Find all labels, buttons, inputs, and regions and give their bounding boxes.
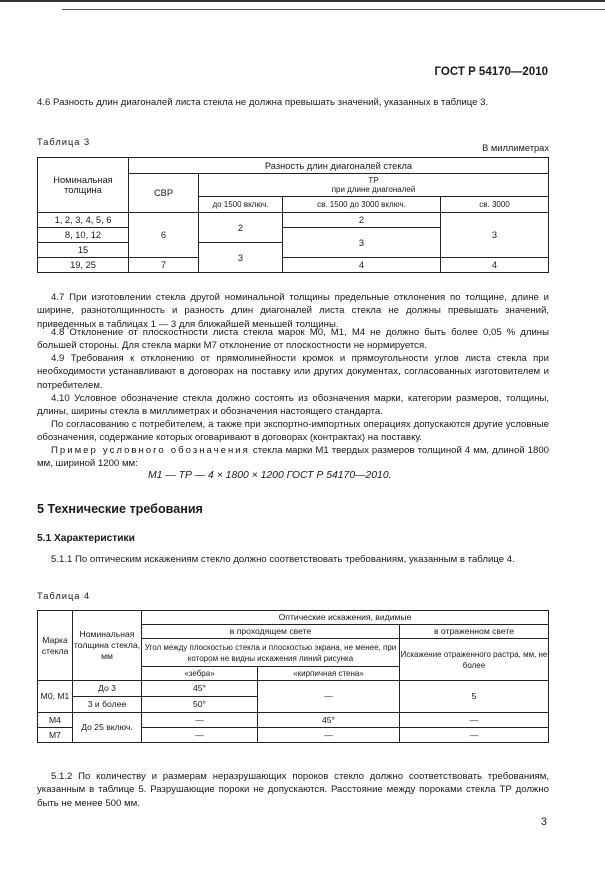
- paragraph-4-9: 4.9 Требования к отклонению от прямолинейности кромок и прямоугольности углов листа стекла при необходимости устанавливают в договорах на поставку или других документах, согласованных изготовителем и потребителем.: [37, 353, 549, 391]
- t3-header-svr: СВР: [129, 174, 199, 213]
- example-paragraph: [37, 444, 549, 471]
- t3-c3-a: 3: [441, 213, 549, 258]
- t3-tp-label: ТР: [368, 176, 379, 185]
- paragraph-5-1-1: 5.1.1 По оптическим искажениям стекло должно соответствовать требованиям, указанным в таблице 4.: [51, 554, 515, 565]
- t3-row3-thickness: 15: [38, 243, 129, 258]
- t3-c2-a: 2: [283, 213, 441, 228]
- t4-header-refl: в отраженном свете: [400, 625, 549, 639]
- t4-header-angle: Угол между плоскостью стекла и плоскостью экрана, не менее, при котором не видны искажения линий рисунка: [142, 639, 400, 667]
- t3-c1-b: 3: [199, 243, 283, 273]
- t4-r1-thickness: До 3: [73, 681, 142, 697]
- t3-row4-thickness: 19, 25: [38, 258, 129, 273]
- paragraph-4-10: 4.10 Условное обозначение стекла должно состоять из обозначения марки, категории размеров, толщины, длины, ширины стекла в миллиметрах и обозначения настоящего стандарта.: [37, 393, 549, 418]
- paragraph-4-7: 4.7 При изготовлении стекла другой номинальной толщины предельные отклонения по толщине, длине и ширине, разнотолщинность и разность длин диагоналей листа стекла не должны превышать значений, приведенных в таблицах 1 — 3 для ближайшей меньшей толщины.: [37, 292, 549, 330]
- t3-header-diff: Разность длин диагоналей стекла: [129, 158, 549, 174]
- t3-svr-a: 6: [129, 213, 199, 258]
- t3-c2-c: 4: [283, 258, 441, 273]
- t3-svr-b: 7: [129, 258, 199, 273]
- t4-header-pass: в проходящем свете: [142, 625, 400, 639]
- page-number: 3: [540, 816, 547, 828]
- table-4: [37, 610, 549, 743]
- t4-r12-refl: 5: [400, 681, 549, 713]
- t3-c2-b: 3: [283, 228, 441, 258]
- t4-r3-zebra: —: [142, 713, 258, 728]
- t4-r1-zebra: 45°: [142, 681, 258, 697]
- t3-row1-thickness: 1, 2, 3, 4, 5, 6: [38, 213, 129, 228]
- t4-r1-mark: М0, М1: [38, 681, 73, 713]
- t4-header-refl-desc: Искажение отраженного растра, мм, не более: [400, 639, 549, 681]
- t3-header-tp: [199, 174, 549, 197]
- t4-r3-mark: М4: [38, 713, 73, 728]
- t4-r4-mark: М7: [38, 728, 73, 743]
- example-lead: Пример условного обозначения: [51, 445, 250, 456]
- t3-header-c2: св. 1500 до 3000 включ.: [283, 197, 441, 213]
- t4-header-zebra: «зебра»: [142, 667, 258, 681]
- section-5-heading: 5 Технические требования: [37, 502, 203, 516]
- t3-header-c3: св. 3000: [441, 197, 549, 213]
- t4-r3-refl: —: [400, 713, 549, 728]
- t3-header-thickness: Номинальная толщина: [38, 158, 129, 213]
- paragraph-4-10-b: По согласованию с потребителем, а также при экспортно-импортных операциях допускаются другие условные обозначения, содержание которых оговаривают в договорах (контрактах) на поставку.: [37, 419, 549, 444]
- t4-r4-zebra: —: [142, 728, 258, 743]
- table3-caption: Таблица 3: [37, 137, 91, 147]
- t3-row2-thickness: 8, 10, 12: [38, 228, 129, 243]
- table-3: [37, 157, 549, 273]
- t4-r2-zebra: 50°: [142, 697, 258, 713]
- paragraph-4-8: 4.8 Отклонение от плоскостности листа стекла марок М0, М1, М4 не должно быть более 0,05 % длины большей стороны. Для стекла марки М7 отклонение от плоскостности не нормируется.: [37, 327, 549, 352]
- t4-r12-brick: —: [258, 681, 400, 713]
- t4-r3-brick: 45°: [258, 713, 400, 728]
- standard-code: ГОСТ Р 54170—2010: [434, 66, 548, 78]
- t4-r34-thickness: До 25 включ.: [73, 713, 142, 743]
- top-border: [0, 0, 605, 2]
- t4-r4-brick: —: [258, 728, 400, 743]
- header-rule: [62, 9, 605, 10]
- table3-units: В миллиметрах: [482, 143, 549, 153]
- t3-header-c1: до 1500 включ.: [199, 197, 283, 213]
- t3-c1-a: 2: [199, 213, 283, 243]
- t4-header-thickness: Номинальная толщина стекла, мм: [73, 611, 142, 681]
- designation-formula: М1 — ТР — 4 × 1800 × 1200 ГОСТ Р 54170—2010.: [148, 470, 392, 481]
- t3-c3-b: 4: [441, 258, 549, 273]
- section-5-1-heading: 5.1 Характеристики: [37, 533, 135, 544]
- t4-r2-thickness: 3 и более: [73, 697, 142, 713]
- t4-header-mark: Марка стекла: [38, 611, 73, 681]
- t4-header-optical: Оптические искажения, видимые: [142, 611, 549, 625]
- example-rest: стекла марки М1 твердых размеров толщиной 4 мм, длиной 1800 мм, шириной 1200 мм:: [37, 445, 550, 470]
- table4-caption: Таблица 4: [37, 591, 91, 601]
- t4-r4-refl: —: [400, 728, 549, 743]
- paragraph-5-1-2: 5.1.2 По количеству и размерам неразрушающих пороков стекло должно соответствовать требованиям, указанным в таблице 5. Разрушающие пороки не допускаются. Расстояние между пороками стекла ТР должно быть не менее 500 мм.: [37, 771, 549, 809]
- paragraph-4-6: 4.6 Разность длин диагоналей листа стекла не должна превышать значений, указанных в таблице 3.: [37, 97, 489, 108]
- t4-header-brick: «кирпичная стена»: [258, 667, 400, 681]
- t3-tp-sub: при длине диагоналей: [331, 185, 416, 194]
